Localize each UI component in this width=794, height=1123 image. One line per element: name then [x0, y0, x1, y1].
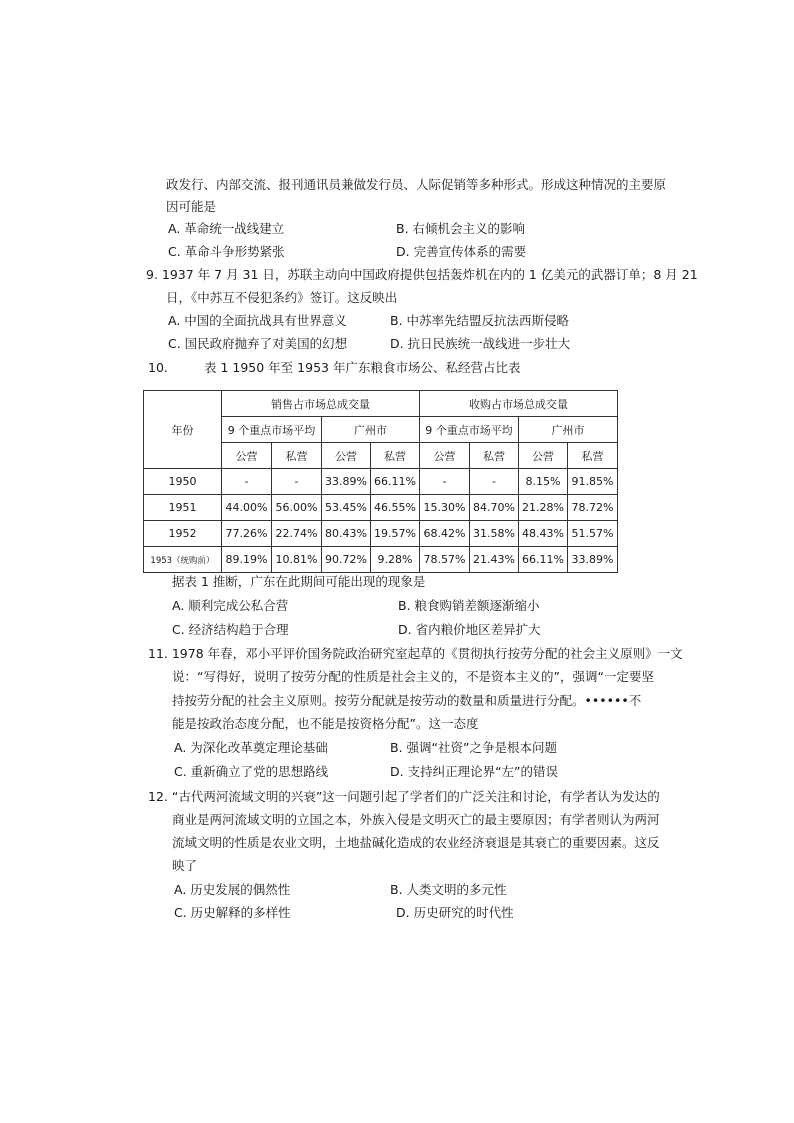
table-cell: 66.11% — [371, 469, 420, 495]
table-cell: 84.70% — [470, 495, 519, 521]
header-public: 公营 — [322, 443, 371, 469]
header-private: 私营 — [371, 443, 420, 469]
table-cell: - — [222, 469, 272, 495]
option-b[interactable]: B. 中苏率先结盟反抗法西斯侵略 — [390, 313, 570, 328]
q9-line-2: 日，《中苏互不侵犯条约》签订。这反映出 — [166, 290, 398, 305]
option-c[interactable]: C. 历史解释的多样性 — [174, 905, 291, 920]
year-cell: 1952 — [144, 521, 222, 547]
table-row — [144, 547, 618, 573]
option-d[interactable]: D. 历史研究的时代性 — [396, 905, 514, 920]
table-cell: - — [272, 469, 322, 495]
year-cell: 1951 — [144, 495, 222, 521]
table-cell: 80.43% — [322, 521, 371, 547]
table-cell: 44.00% — [222, 495, 272, 521]
q12-line-3: 流域文明的性质是农业文明，土地盐碱化造成的农业经济衰退是其衰亡的重要因素。这反 — [172, 835, 660, 850]
table-cell: 89.19% — [222, 547, 272, 573]
option-c[interactable]: C. 国民政府抛弃了对美国的幻想 — [168, 336, 348, 351]
table-row — [144, 495, 618, 521]
intro-line-2: 因可能是 — [166, 199, 217, 214]
header-private: 私营 — [272, 443, 322, 469]
table-cell: 33.89% — [568, 547, 618, 573]
table-cell: 78.72% — [568, 495, 618, 521]
option-d[interactable]: D. 支持纠正理论界“左”的错误 — [390, 764, 559, 779]
header-public: 公营 — [420, 443, 470, 469]
table-cell: 21.28% — [519, 495, 568, 521]
option-b[interactable]: B. 右倾机会主义的影响 — [396, 221, 526, 236]
table-cell: - — [420, 469, 470, 495]
table-cell: 77.26% — [222, 521, 272, 547]
table-caption: 表 1 1950 年至 1953 年广东粮食市场公、私经营占比表 — [204, 360, 521, 375]
q11-line-4: 能是按政治态度分配，也不能是按资格分配”。这一态度 — [172, 716, 479, 731]
option-a[interactable]: A. 革命统一战线建立 — [168, 221, 285, 236]
table-cell: - — [470, 469, 519, 495]
table-cell: 33.89% — [322, 469, 371, 495]
option-a[interactable]: A. 历史发展的偶然性 — [174, 882, 291, 897]
option-a[interactable]: A. 中国的全面抗战具有世界意义 — [168, 313, 347, 328]
table-cell: 10.81% — [272, 547, 322, 573]
option-a[interactable]: A. 顺利完成公私合营 — [172, 598, 289, 613]
option-b[interactable]: B. 强调“社资”之争是根本问题 — [390, 740, 557, 755]
option-d[interactable]: D. 省内粮价地区差异扩大 — [398, 622, 541, 637]
table-cell: 15.30% — [420, 495, 470, 521]
intro-line-1: 政发行、内部交流、报刊通讯员兼做发行员、人际促销等多种形式。形成这种情况的主要原 — [166, 177, 667, 192]
table-cell: 78.57% — [420, 547, 470, 573]
table-row — [144, 521, 618, 547]
q9-line-1: 9. 1937 年 7 月 31 日，苏联主动向中国政府提供包括轰炸机在内的 1 亿美元的武器订单；8 月 21 — [146, 267, 698, 282]
q10-stem: 据表 1 推断，广东在此期间可能出现的现象是 — [172, 574, 426, 589]
table-cell: 8.15% — [519, 469, 568, 495]
option-d[interactable]: D. 完善宣传体系的需要 — [396, 244, 527, 259]
q11-line-1: 11. 1978 年春，邓小平评价国务院政治研究室起草的《贯彻执行按劳分配的社会主义原则》一文 — [148, 646, 683, 661]
table-cell: 22.74% — [272, 521, 322, 547]
year-cell: 1953（统购前） — [144, 547, 222, 573]
q11-line-2: 说：“写得好，说明了按劳分配的性质是社会主义的，不是资本主义的”，强调“一定要坚 — [172, 669, 654, 684]
table-cell: 51.57% — [568, 521, 618, 547]
table-cell: 90.72% — [322, 547, 371, 573]
header-public: 公营 — [222, 443, 272, 469]
table-cell: 53.45% — [322, 495, 371, 521]
table-cell: 91.85% — [568, 469, 618, 495]
q12-line-1: 12. “古代两河流域文明的兴衰”这一问题引起了学者们的广泛关注和讨论，有学者认为发达的 — [148, 789, 660, 804]
table-cell: 66.11% — [519, 547, 568, 573]
option-b[interactable]: B. 人类文明的多元性 — [390, 882, 507, 897]
table-row — [144, 469, 618, 495]
option-c[interactable]: C. 经济结构趋于合理 — [172, 622, 289, 637]
option-a[interactable]: A. 为深化改革奠定理论基础 — [174, 740, 328, 755]
grain-market-table — [143, 390, 618, 573]
table-cell: 48.43% — [519, 521, 568, 547]
option-d[interactable]: D. 抗日民族统一战线进一步壮大 — [390, 336, 571, 351]
table-cell: 68.42% — [420, 521, 470, 547]
table-cell: 56.00% — [272, 495, 322, 521]
header-purchase: 收购占市场总成交量 — [420, 391, 618, 417]
header-9-markets: 9 个重点市场平均 — [222, 417, 322, 443]
header-guangzhou: 广州市 — [519, 417, 618, 443]
table-cell: 31.58% — [470, 521, 519, 547]
header-guangzhou: 广州市 — [322, 417, 420, 443]
q10-number: 10. — [148, 360, 168, 375]
header-year: 年份 — [144, 391, 222, 469]
table-cell: 9.28% — [371, 547, 420, 573]
option-b[interactable]: B. 粮食购销差额逐渐缩小 — [398, 598, 540, 613]
header-private: 私营 — [470, 443, 519, 469]
option-c[interactable]: C. 革命斗争形势紧张 — [168, 244, 285, 259]
year-cell: 1950 — [144, 469, 222, 495]
header-sales: 销售占市场总成交量 — [222, 391, 420, 417]
table-cell: 46.55% — [371, 495, 420, 521]
q12-line-2: 商业是两河流域文明的立国之本，外族入侵是文明灭亡的最主要原因；有学者则认为两河 — [172, 812, 660, 827]
q11-line-3: 持按劳分配的社会主义原则。按劳分配就是按劳动的数量和质量进行分配。••••••不 — [172, 693, 642, 708]
table-cell: 19.57% — [371, 521, 420, 547]
header-9-markets: 9 个重点市场平均 — [420, 417, 519, 443]
header-public: 公营 — [519, 443, 568, 469]
q12-line-4: 映了 — [172, 858, 198, 873]
table-cell: 21.43% — [470, 547, 519, 573]
header-private: 私营 — [568, 443, 618, 469]
option-c[interactable]: C. 重新确立了党的思想路线 — [174, 764, 329, 779]
